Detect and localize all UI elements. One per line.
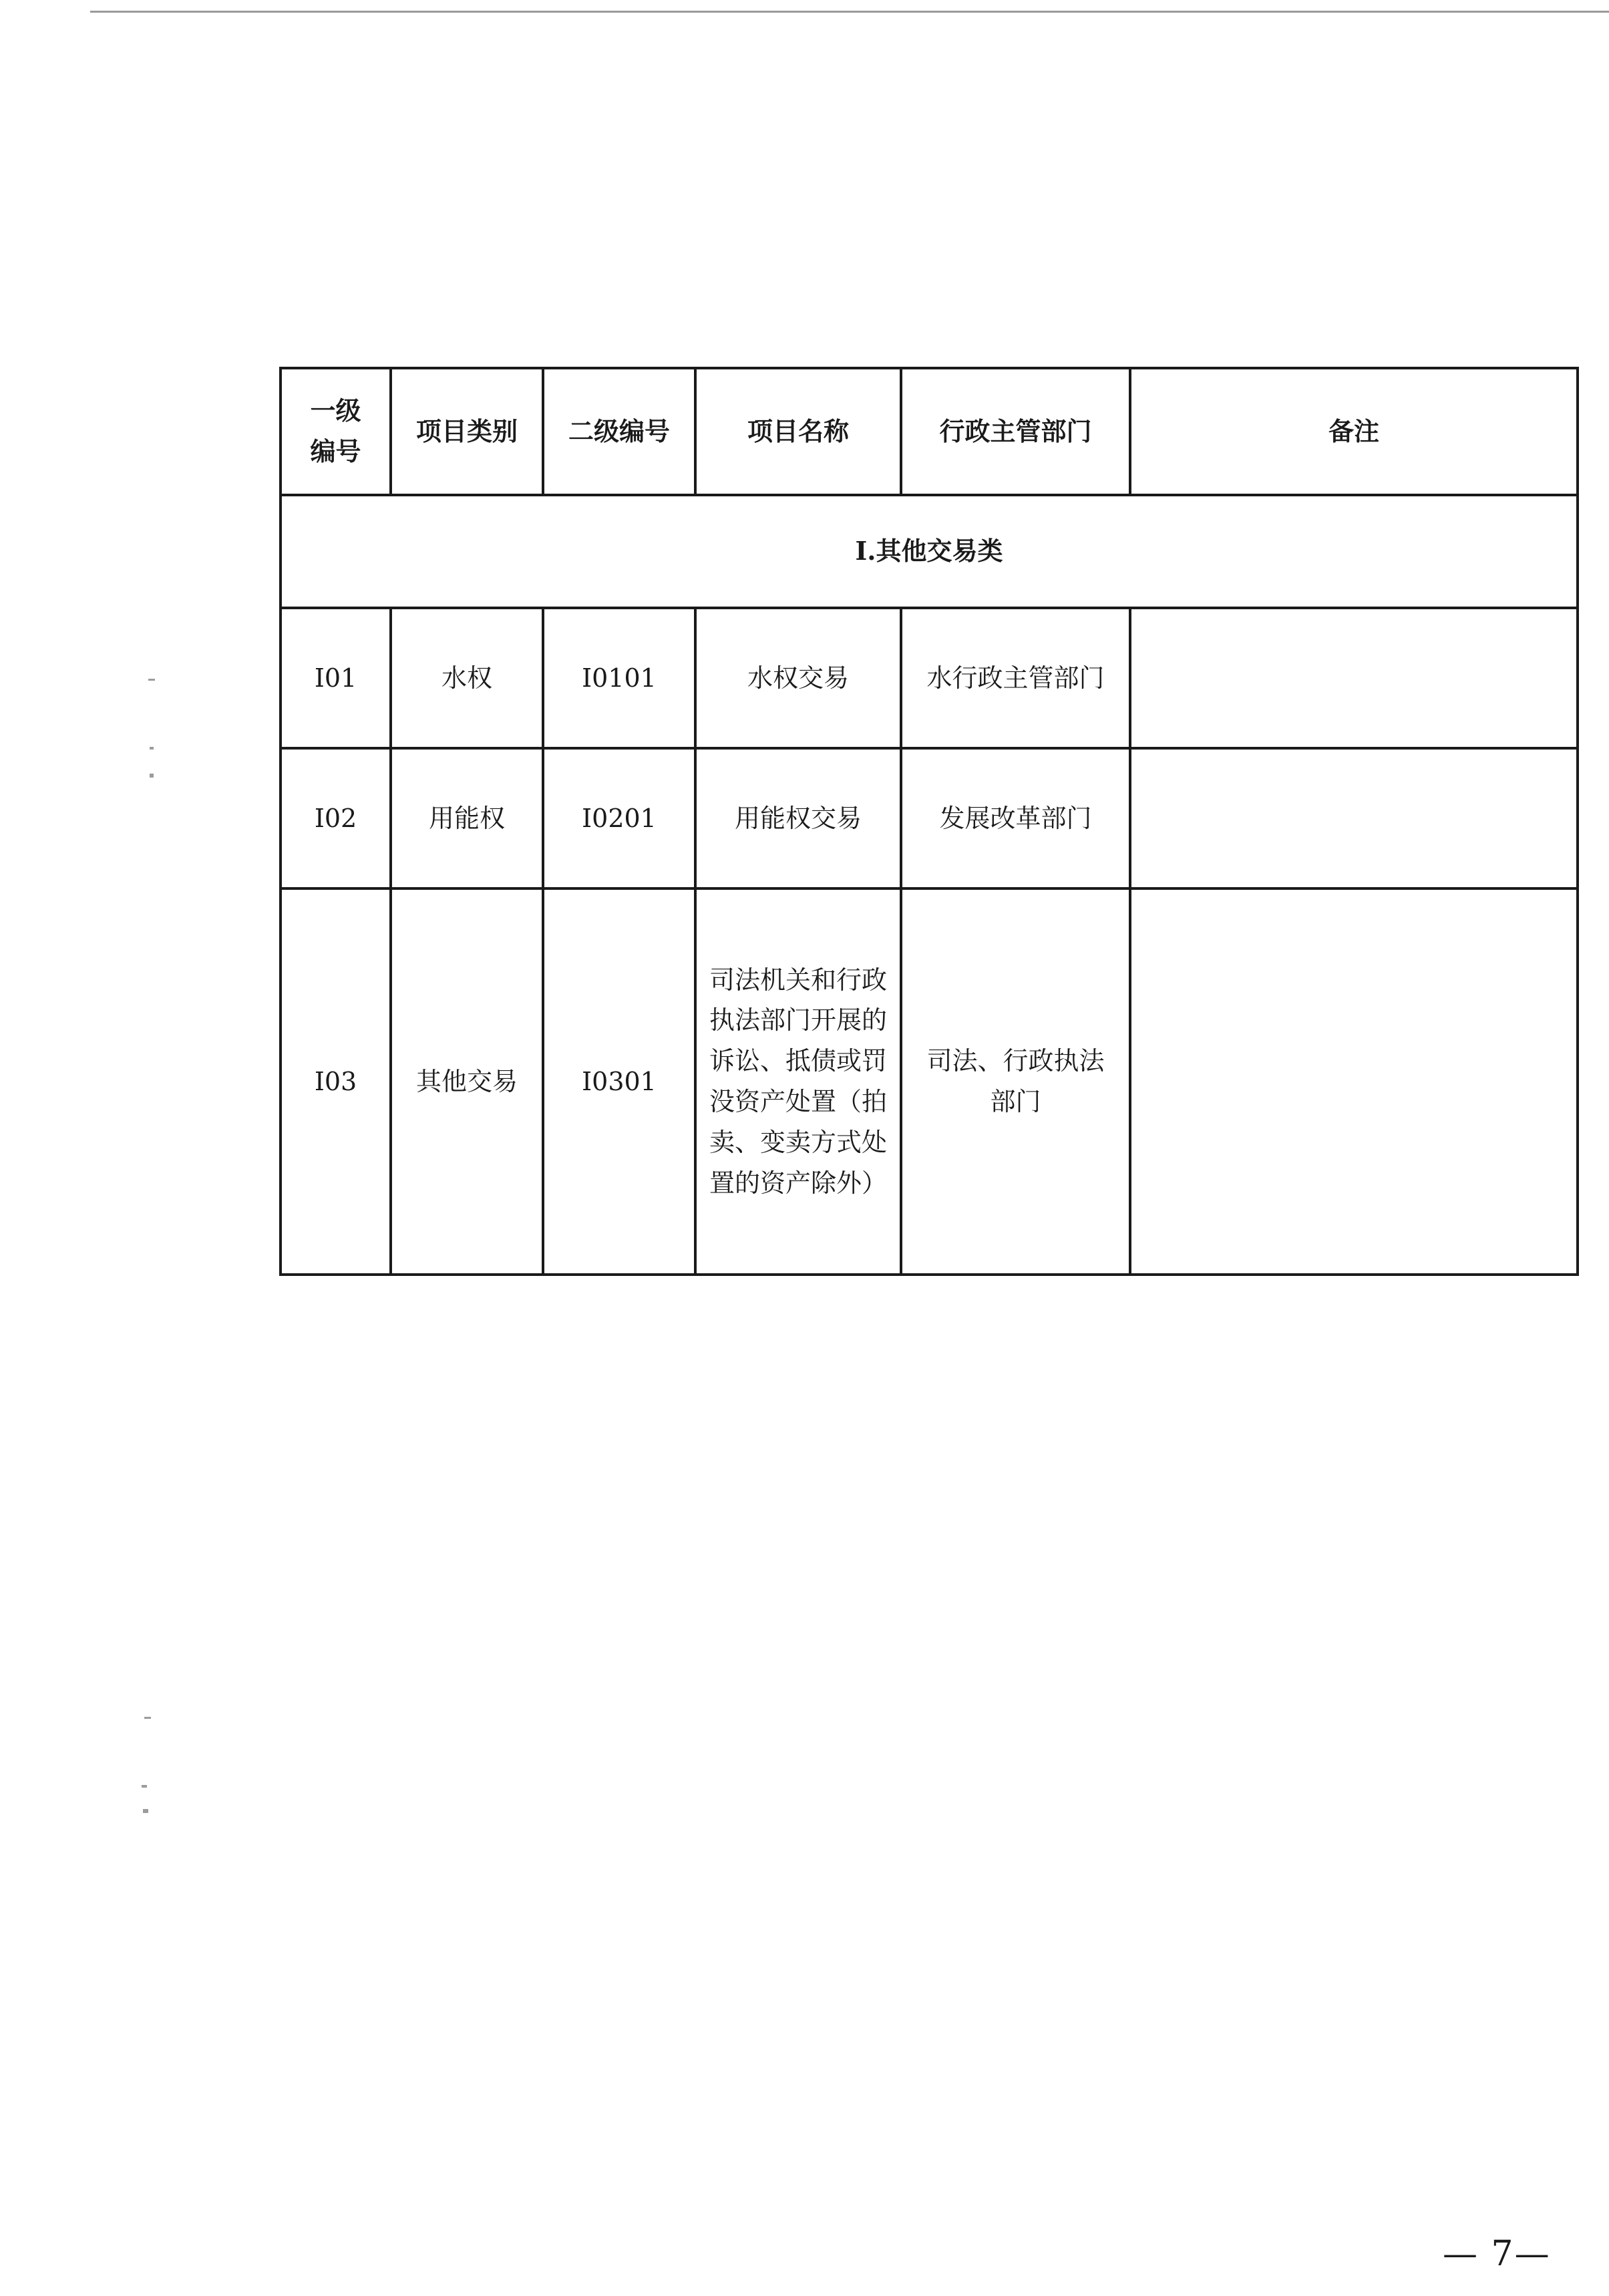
cell-level2-code: I0101	[543, 608, 695, 748]
classification-table	[279, 367, 1579, 1276]
header-level1-code-line2: 编号	[310, 436, 361, 466]
table-header-row	[281, 368, 1578, 495]
header-level1-code-line1: 一级	[310, 395, 361, 426]
table-row	[281, 608, 1578, 748]
cell-category: 水权	[391, 608, 543, 748]
cell-project-name	[695, 888, 901, 1275]
cell-project-name: 用能权交易	[695, 748, 901, 888]
cell-project-name: 水权交易	[695, 608, 901, 748]
cell-level1-code: I03	[281, 888, 391, 1275]
table-row	[281, 748, 1578, 888]
scan-artifact	[143, 1809, 148, 1813]
cell-admin-dept: 发展改革部门	[901, 748, 1130, 888]
project-name-line: 卖、变卖方式处	[709, 1127, 887, 1157]
cell-remarks	[1130, 608, 1578, 748]
project-name-line: 执法部门开展的	[709, 1005, 887, 1035]
top-rule	[90, 11, 1609, 13]
cell-remarks	[1130, 888, 1578, 1275]
cell-category: 其他交易	[391, 888, 543, 1275]
cell-level1-code: I02	[281, 748, 391, 888]
cell-level2-code: I0201	[543, 748, 695, 888]
project-name-line: 置的资产除外）	[709, 1168, 887, 1198]
project-name-line: 司法机关和行政	[709, 965, 887, 995]
project-name-line: 没资产处置（拍	[709, 1087, 887, 1116]
header-project-name: 项目名称	[695, 368, 901, 495]
header-category: 项目类别	[391, 368, 543, 495]
cell-level1-code: I01	[281, 608, 391, 748]
table-section-row	[281, 495, 1578, 608]
page-number: — 7—	[1443, 2234, 1551, 2274]
cell-remarks	[1130, 748, 1578, 888]
scan-artifact	[142, 1785, 147, 1788]
section-title: I.其他交易类	[281, 495, 1578, 608]
project-name-line: 诉讼、抵债或罚	[709, 1046, 887, 1076]
scan-artifact	[144, 1717, 151, 1719]
classification-table-wrapper	[279, 367, 1576, 1276]
cell-admin-dept	[901, 888, 1130, 1275]
header-level1-code	[281, 368, 391, 495]
scan-artifact	[150, 747, 154, 750]
cell-category: 用能权	[391, 748, 543, 888]
scan-artifact	[148, 679, 155, 681]
cell-admin-dept: 水行政主管部门	[901, 608, 1130, 748]
admin-dept-line: 部门	[990, 1087, 1041, 1116]
header-remarks: 备注	[1130, 368, 1578, 495]
header-admin-dept: 行政主管部门	[901, 368, 1130, 495]
header-level2-code: 二级编号	[543, 368, 695, 495]
cell-level2-code: I0301	[543, 888, 695, 1275]
scan-artifact	[150, 774, 154, 778]
table-row	[281, 888, 1578, 1275]
admin-dept-line: 司法、行政执法	[926, 1046, 1105, 1076]
